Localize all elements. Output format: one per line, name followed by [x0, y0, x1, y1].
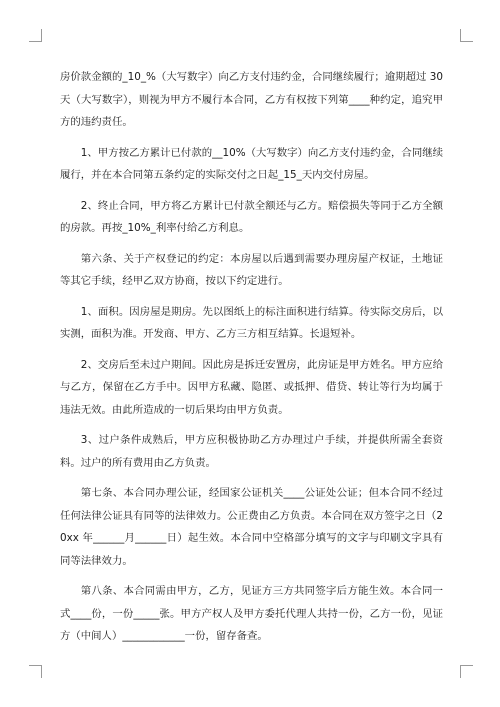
paragraph: 1、面积。因房屋是期房。先以图纸上的标注面积进行结算。待实际交房后，以实测，面积为准。开发商、甲方、乙方三方相互结算。长退短补。	[60, 305, 443, 340]
document-body	[60, 66, 443, 656]
crop-mark-top-left	[29, 29, 42, 42]
crop-mark-bottom-left	[29, 665, 42, 678]
paragraph: 2、交房后至未过户期间。因此房是拆迁安置房，此房证是甲方姓名。甲方应给与乙方，保留在乙方手中。因甲方私藏、隐匿、或抵押、借贷、转让等行为均属于违法无效。由此所造成的一切后果均由甲方负责。	[60, 358, 443, 416]
paragraph: 3、过户条件成熟后，甲方应积极协助乙方办理过户手续，并提供所需全套资料。过户的所有费用由乙方负责。	[60, 434, 443, 469]
paragraph: 第七条、本合同办理公证，经国家公证机关____公证处公证；但本合同不经过任何法律公证具有同等的法律效力。公正费由乙方负责。本合同在双方签字之日（20xx 年______月______日）起生效。本合同中空格部分填写的文字与印刷文字具有同等法律效力。	[60, 487, 443, 567]
paragraph: 第八条、本合同需由甲方，乙方，见证方三方共同签字后方能生效。本合同一式____份，一份_____张。甲方产权人及甲方委托代理人共持一份，乙方一份，见证方（中间人）____________一份，留存备查。	[60, 585, 443, 642]
paragraph: 房价款金额的_10_%（大写数字）向乙方支付违约金，合同继续履行；逾期超过 30 天（大写数字），则视为甲方不履行本合同，乙方有权按下列第____种约定，追究甲方的违约责任。	[60, 71, 443, 128]
paragraph: 1、甲方按乙方累计已付款的__10%（大写数字）向乙方支付违约金，合同继续履行，并在本合同第五条约定的实际交付之日起_15_天内交付房屋。	[60, 146, 443, 181]
paragraph: 2、终止合同，甲方将乙方累计已付款全额还与乙方。赔偿损失等同于乙方全额的房款。再按_10%_利率付给乙方利息。	[60, 199, 443, 234]
crop-mark-top-right	[460, 29, 473, 42]
crop-mark-bottom-right	[460, 665, 473, 678]
paragraph: 第六条、关于产权登记的约定：本房屋以后遇到需要办理房屋产权证，土地证等其它手续，经甲乙双方协商，按以下约定进行。	[60, 252, 443, 287]
